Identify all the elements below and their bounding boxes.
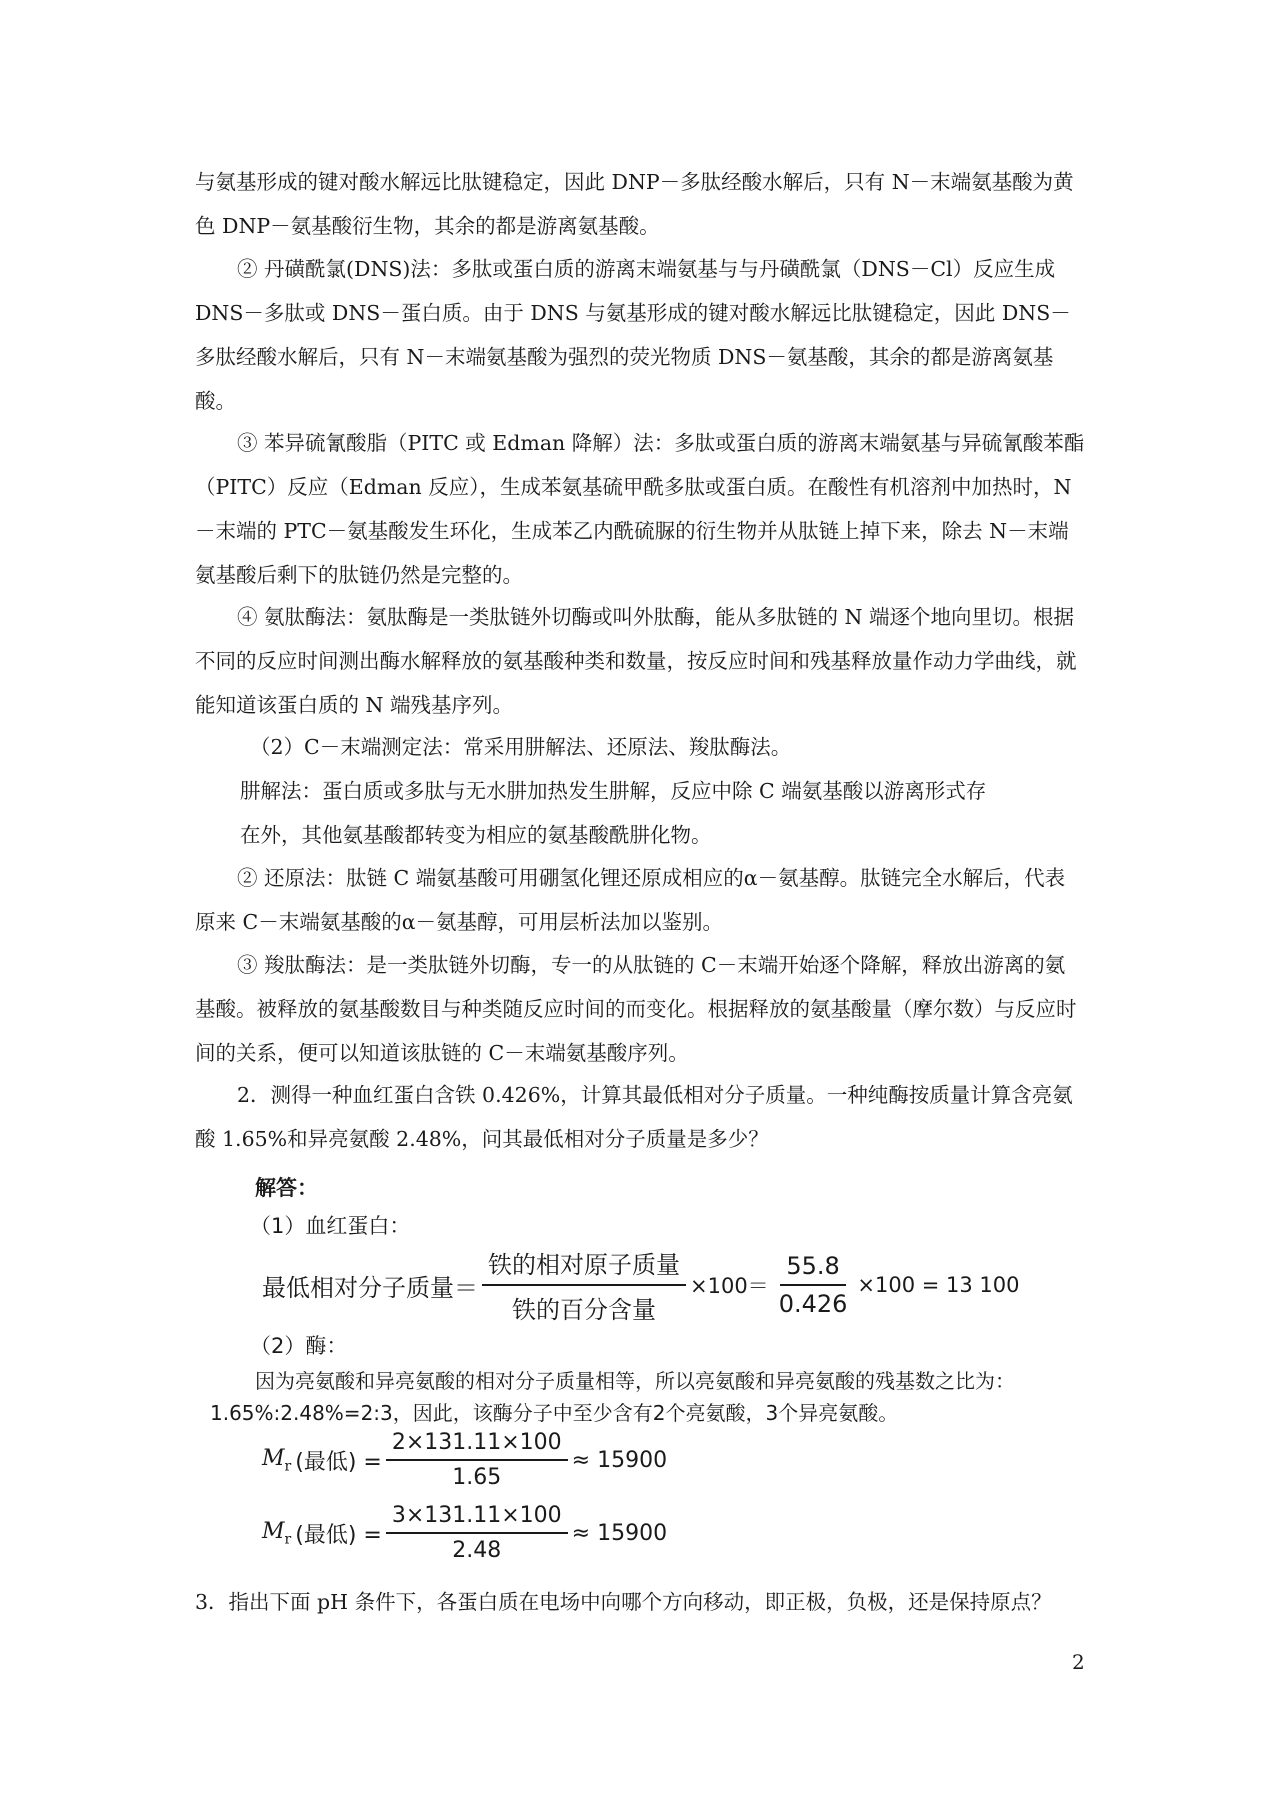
question-3: 3．指出下面 pH 条件下，各蛋白质在电场中向哪个方向移动，即正极，负极，还是保持原点？ <box>195 1590 1052 1614</box>
paragraph-carboxypeptidase-method: ③ 羧肽酶法：是一类肽链外切酶，专一的从肽链的 C－末端开始逐个降解，释放出游离的氨基酸。被释放的氨基酸数目与种类随反应时间的而变化。根据释放的氨基酸量（摩尔数）与反应时间的关系，便可以知道该肽链的 C－末端氨基酸序列。 <box>195 953 1077 1065</box>
formula2-denominator: 1.65 <box>452 1465 502 1490</box>
formula3-lhs: (最低) = <box>295 1522 382 1548</box>
formula-leucine <box>262 1430 667 1490</box>
page-number: 2 <box>1072 1650 1085 1674</box>
formula3-result: ≈ 15900 <box>571 1520 668 1546</box>
answer-title: 解答： <box>255 1176 318 1200</box>
formula3-denominator: 2.48 <box>452 1538 502 1563</box>
formula-hemoglobin <box>262 1245 1020 1325</box>
formula3-fraction <box>386 1503 568 1563</box>
formula1-lhs: 最低相对分子质量＝ <box>262 1273 478 1302</box>
formula1-numerator2: 55.8 <box>780 1252 845 1286</box>
answer-part2-heading: （2）酶： <box>250 1334 348 1358</box>
formula2-lhs: (最低) = <box>295 1449 382 1475</box>
formula1-denominator2: 0.426 <box>778 1290 848 1318</box>
paragraph-dns-method: ② 丹磺酰氯(DNS)法：多肽或蛋白质的游离末端氨基与与丹磺酰氯（DNS－Cl）反应生成 DNS－多肽或 DNS－蛋白质。由于 DNS 与氨基形成的键对酸水解远比肽键稳定，因此 DNS－多肽经酸水解后，只有 N－末端氨基酸为强烈的荧光物质 DNS－氨基酸，其余的都是游离氨基酸。 <box>195 257 1071 413</box>
paragraph-reduction-method: ② 还原法：肽链 C 端氨基酸可用硼氢化锂还原成相应的α－氨基醇。肽链完全水解后，代表原来 C－末端氨基酸的α－氨基醇，可用层析法加以鉴别。 <box>195 866 1066 934</box>
formula3-numerator: 3×131.11×100 <box>386 1503 568 1534</box>
answer-enzyme-line1: 因为亮氨酸和异亮氨酸的相对分子质量相等，所以亮氨酸和异亮氨酸的残基数之比为： <box>255 1369 1015 1393</box>
paragraph-hydrazinolysis-cont: 在外，其他氨基酸都转变为相应的氨基酸酰肼化物。 <box>240 823 712 847</box>
formula2-fraction <box>386 1430 568 1490</box>
question-2: 2．测得一种血红蛋白含铁 0.426%，计算其最低相对分子质量。一种纯酶按质量计算含亮氨酸 1.65%和异亮氨酸 2.48%，问其最低相对分子质量是多少？ <box>195 1083 1073 1151</box>
answer-enzyme-line2: 1.65%:2.48%=2:3，因此，该酶分子中至少含有2个亮氨酸，3个异亮氨酸。 <box>210 1401 899 1425</box>
paragraph-hydrazinolysis: 肼解法：蛋白质或多肽与无水肼加热发生肼解，反应中除 C 端氨基酸以游离形式存 <box>240 779 987 803</box>
formula1-numerator: 铁的相对原子质量 <box>482 1245 686 1286</box>
paragraph-pitc-method: ③ 苯异硫氰酸脂（PITC 或 Edman 降解）法：多肽或蛋白质的游离末端氨基与异硫氰酸苯酯（PITC）反应（Edman 反应），生成苯氨基硫甲酰多肽或蛋白质。在酸性有机溶剂中加热时，N－末端的 PTC－氨基酸发生环化，生成苯乙内酰硫脲的衍生物并从肽链上掉下来，除去 N－末端氨基酸后剩下的肽链仍然是完整的。 <box>195 431 1085 587</box>
formula1-result: ×100 = 13 100 <box>857 1273 1020 1297</box>
formula1-fraction <box>482 1245 686 1325</box>
formula-isoleucine <box>262 1503 667 1563</box>
formula1-denominator: 铁的百分含量 <box>512 1296 656 1324</box>
paragraph-c-terminal-heading: （2）C－末端测定法：常采用肼解法、还原法、羧肽酶法。 <box>250 735 792 759</box>
formula2-result: ≈ 15900 <box>571 1447 668 1473</box>
paragraph-aminopeptidase-method: ④ 氨肽酶法：氨肽酶是一类肽链外切酶或叫外肽酶，能从多肽链的 N 端逐个地向里切。根据不同的反应时间测出酶水解释放的氨基酸种类和数量，按反应时间和残基释放量作动力学曲线，就能知道该蛋白质的 N 端残基序列。 <box>195 605 1077 717</box>
paragraph-dnp-continued: 与氨基形成的键对酸水解远比肽键稳定，因此 DNP－多肽经酸水解后，只有 N－末端氨基酸为黄色 DNP－氨基酸衍生物，其余的都是游离氨基酸。 <box>195 170 1074 238</box>
formula2-mr: $M_r$ <box>262 1445 292 1475</box>
formula1-fraction2 <box>773 1252 854 1318</box>
answer-part1-heading: （1）血红蛋白： <box>250 1214 411 1238</box>
formula1-times: ×100＝ <box>690 1274 769 1298</box>
formula2-numerator: 2×131.11×100 <box>386 1430 568 1461</box>
formula3-mr: $M_r$ <box>262 1518 292 1548</box>
